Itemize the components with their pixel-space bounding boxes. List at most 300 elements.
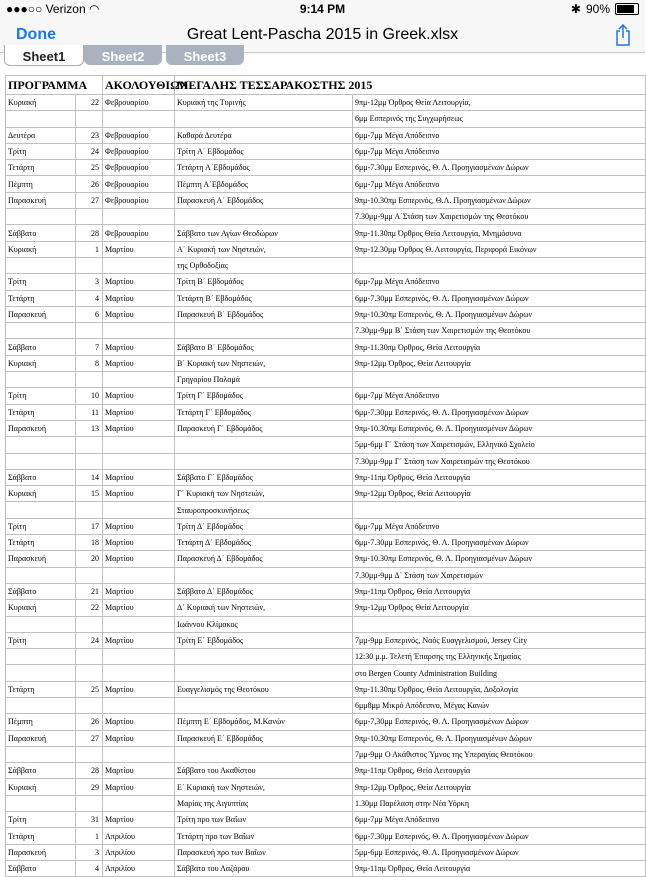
table-cell[interactable]: Σάββατο του Ακαθίστου: [175, 763, 353, 779]
table-cell[interactable]: 7.30μμ-9μμ Α΄Στάση των Χαιρετισμών της Θεοτόκου: [353, 209, 646, 225]
table-cell[interactable]: Τετάρτη Α΄Εβδομάδος: [175, 160, 353, 176]
table-cell[interactable]: Τρίτη Γ΄ Εβδομάδος: [175, 388, 353, 404]
table-cell[interactable]: 25: [76, 681, 103, 697]
table-cell[interactable]: 6μμ8μμ Μικρό Απόδειπνο, Μέγας Κανών: [353, 697, 646, 713]
table-cell[interactable]: Κυριακή: [6, 95, 76, 111]
table-row: [6, 502, 646, 518]
table-cell[interactable]: Μαρτίου: [103, 812, 175, 828]
table-cell[interactable]: 3: [76, 844, 103, 860]
table-cell[interactable]: Τρίτη Α΄ Εβδομάδος: [175, 143, 353, 159]
table-cell[interactable]: [103, 746, 175, 762]
table-cell[interactable]: [103, 453, 175, 469]
table-cell[interactable]: Μαρτίου: [103, 763, 175, 779]
table-row: [6, 95, 646, 111]
done-button[interactable]: Done: [16, 26, 56, 43]
table-cell[interactable]: Κυριακή: [6, 355, 76, 371]
table-row: [6, 583, 646, 599]
table-cell[interactable]: Κυριακή: [6, 779, 76, 795]
table-cell[interactable]: 9πμ-11.30πμ Όρθρος, Θεία Λειτουργία, Δοξολογία: [353, 681, 646, 697]
table-cell[interactable]: Τρίτη Ε΄ Εβδομάδος: [175, 632, 353, 648]
table-row: [6, 812, 646, 828]
table-cell[interactable]: Απριλίου: [103, 828, 175, 844]
table-cell[interactable]: Τρίτη: [6, 812, 76, 828]
table-cell[interactable]: [175, 209, 353, 225]
tab-sheet3[interactable]: Sheet3: [166, 45, 244, 65]
table-cell[interactable]: 9πμ-10.30πμ Εσπερινός, Θ.Λ. Προηγιασμένων Δώρων: [353, 192, 646, 208]
table-cell[interactable]: [76, 372, 103, 388]
table-row: [6, 111, 646, 127]
table-cell[interactable]: Τετάρτη Δ΄ Εβδομάδος: [175, 535, 353, 551]
table-row: [6, 306, 646, 322]
table-cell[interactable]: [175, 697, 353, 713]
table-cell[interactable]: 12:30 μ.μ. Τελετή Έπαρσης της Ελληνικής Σημαίας: [353, 649, 646, 665]
table-row: [6, 372, 646, 388]
table-cell[interactable]: Μαρτίου: [103, 241, 175, 257]
table-cell[interactable]: 6μμ-7μμ Μέγα Απόδειπνο: [353, 127, 646, 143]
table-cell[interactable]: [6, 502, 76, 518]
table-cell[interactable]: Πέμπτη Ε΄ Εβδομάδος, Μ.Κανών: [175, 714, 353, 730]
table-cell[interactable]: [353, 616, 646, 632]
table-cell[interactable]: [353, 257, 646, 273]
table-cell[interactable]: [6, 437, 76, 453]
table-cell[interactable]: Γ΄ Κυριακή των Νηστειών,: [175, 486, 353, 502]
table-cell[interactable]: 9πμ-12μμ Όρθρος Θεία Λειτουργία: [353, 600, 646, 616]
table-cell[interactable]: Σάββατο Β΄ Εβδομάδος: [175, 339, 353, 355]
table-cell[interactable]: 28: [76, 225, 103, 241]
table-cell[interactable]: Μαρτίου: [103, 339, 175, 355]
table-row: [6, 844, 646, 860]
table-cell[interactable]: Παρασκευή Δ΄ Εβδομάδος: [175, 551, 353, 567]
table-row: [6, 127, 646, 143]
table-cell[interactable]: Τετάρτη Γ΄ Εβδομάδος: [175, 404, 353, 420]
table-cell[interactable]: Τετάρτη Β΄ Εβδομάδος: [175, 290, 353, 306]
table-cell[interactable]: 9πμ-12μμ Όρθρος, Θεία Λειτουργία: [353, 486, 646, 502]
table-cell[interactable]: Παρασκευή: [6, 730, 76, 746]
table-cell[interactable]: 11: [76, 404, 103, 420]
table-cell[interactable]: 5μμ-6μμ Γ΄ Στάση των Χαιρετισμών, Ελληνικό Σχολείο: [353, 437, 646, 453]
table-cell[interactable]: 25: [76, 160, 103, 176]
table-cell[interactable]: 27: [76, 730, 103, 746]
table-cell[interactable]: 7.30μμ-9μμ Β΄ Στάση των Χαιρετισμών της Θεοτόκου: [353, 323, 646, 339]
table-cell[interactable]: [175, 437, 353, 453]
table-cell[interactable]: Τετάρτη: [6, 160, 76, 176]
battery-percent: 90%: [585, 2, 610, 16]
table-row: [6, 567, 646, 583]
table-cell[interactable]: 10: [76, 388, 103, 404]
table-cell[interactable]: Τετάρτη: [6, 828, 76, 844]
table-row: [6, 160, 646, 176]
table-cell[interactable]: Ευαγγελισμός της Θεοτόκου: [175, 681, 353, 697]
table-cell[interactable]: Μαρτίου: [103, 518, 175, 534]
table-cell[interactable]: 9πμ-10.30πμ Εσπερινός, Θ. Λ. Προηγιασμένων Δώρων: [353, 551, 646, 567]
table-cell[interactable]: 4: [76, 290, 103, 306]
table-cell[interactable]: 21: [76, 583, 103, 599]
table-row: [6, 551, 646, 567]
table-row: [6, 143, 646, 159]
table-cell[interactable]: Τετάρτη: [6, 535, 76, 551]
table-cell[interactable]: Παρασκευή: [6, 306, 76, 322]
table-cell[interactable]: [6, 697, 76, 713]
share-icon[interactable]: [615, 23, 631, 52]
table-cell[interactable]: Μαρτίου: [103, 404, 175, 420]
table-cell[interactable]: 6μμ-7μμ Μέγα Απόδειπνο: [353, 274, 646, 290]
table-cell[interactable]: Τετάρτη: [6, 681, 76, 697]
table-cell[interactable]: 6μμ-7.30μμ Εσπερινός, Θ. Λ. Προηγιασμένων Δώρων: [353, 404, 646, 420]
table-row: [6, 730, 646, 746]
table-cell[interactable]: [76, 746, 103, 762]
table-cell[interactable]: Μαρτίου: [103, 551, 175, 567]
table-cell[interactable]: 9πμ-11.30πμ Όρθρος Θεία Λειτουργία, Μνημόσυνα: [353, 225, 646, 241]
table-cell[interactable]: Σάββατο των Αγίων Θεοδώρων: [175, 225, 353, 241]
table-cell[interactable]: [6, 795, 76, 811]
table-row: [6, 469, 646, 485]
table-cell[interactable]: Κυριακή της Τυρινής: [175, 95, 353, 111]
table-cell[interactable]: [6, 323, 76, 339]
table-cell[interactable]: Μαρτίου: [103, 600, 175, 616]
table-cell[interactable]: Μαρτίου: [103, 681, 175, 697]
table-cell[interactable]: Ε΄ Κυριακή των Νηστειών,: [175, 779, 353, 795]
table-cell[interactable]: [103, 567, 175, 583]
signal-icon: ●●●○○: [6, 2, 43, 16]
table-row: [6, 290, 646, 306]
table-cell[interactable]: 7.30μμ-9μμ Δ΄ Στάση των Χαιρετισμών: [353, 567, 646, 583]
table-cell[interactable]: [6, 649, 76, 665]
table-cell[interactable]: 6: [76, 306, 103, 322]
table-cell[interactable]: 31: [76, 812, 103, 828]
table-cell[interactable]: Μαρτίου: [103, 535, 175, 551]
table-row: [6, 535, 646, 551]
bluetooth-icon: ✱: [570, 2, 581, 16]
table-cell[interactable]: 6μμ-7.30μμ Εσπερινός, Θ. Λ. Προηγιασμένων Δώρων: [353, 160, 646, 176]
table-cell[interactable]: Παρασκευή: [6, 844, 76, 860]
header-row: [6, 76, 646, 95]
table-cell[interactable]: 15: [76, 486, 103, 502]
table-cell[interactable]: Τετάρτη προ των Βαΐων: [175, 828, 353, 844]
table-row: [6, 437, 646, 453]
table-cell[interactable]: Φεβρουαρίου: [103, 192, 175, 208]
table-cell[interactable]: Τρίτη Δ΄ Εβδομάδος: [175, 518, 353, 534]
table-cell[interactable]: 7: [76, 339, 103, 355]
table-cell[interactable]: 14: [76, 469, 103, 485]
table-cell[interactable]: [6, 746, 76, 762]
table-row: [6, 486, 646, 502]
carrier-name: Verizon: [45, 2, 86, 16]
table-cell[interactable]: Τρίτη: [6, 274, 76, 290]
table-cell[interactable]: Σάββατο: [6, 225, 76, 241]
document-title: Great Lent-Pascha 2015 in Greek.xlsx: [186, 26, 459, 43]
table-cell[interactable]: [175, 567, 353, 583]
table-cell[interactable]: [175, 323, 353, 339]
table-cell[interactable]: [76, 665, 103, 681]
tab-sheet2[interactable]: Sheet2: [84, 45, 162, 65]
table-cell[interactable]: 9πμ-10.30πμ Εσπερινός, Θ. Λ. Προηγιασμένων Δώρων: [353, 306, 646, 322]
table-row: [6, 176, 646, 192]
table-row: [6, 714, 646, 730]
table-cell[interactable]: Γρηγορίου Παλαμά: [175, 372, 353, 388]
table-cell[interactable]: Σάββατο Γ΄ Εβδομάδος: [175, 469, 353, 485]
schedule-table: [5, 75, 646, 877]
table-cell[interactable]: Κυριακή: [6, 600, 76, 616]
table-cell[interactable]: 9πμ-11πμ Όρθρος, Θεία Λειτουργία: [353, 469, 646, 485]
table-cell[interactable]: [76, 567, 103, 583]
table-cell[interactable]: 6μμ-7.30μμ Εσπερινός, Θ. Λ. Προηγιασμένων Δώρων: [353, 828, 646, 844]
table-cell[interactable]: [175, 453, 353, 469]
table-cell[interactable]: Τρίτη Β΄ Εβδομάδος: [175, 274, 353, 290]
table-cell[interactable]: Παρασκευή Γ΄ Εβδομάδος: [175, 420, 353, 436]
table-cell[interactable]: Φεβρουαρίου: [103, 127, 175, 143]
table-cell[interactable]: Σάββατο του Λαζάρου: [175, 860, 353, 876]
table-row: [6, 828, 646, 844]
table-cell[interactable]: 1: [76, 241, 103, 257]
table-cell[interactable]: Πέμπτη Α΄Εβδομάδος: [175, 176, 353, 192]
table-row: [6, 795, 646, 811]
table-cell[interactable]: [103, 257, 175, 273]
table-cell[interactable]: [76, 795, 103, 811]
table-cell[interactable]: Β΄ Κυριακή των Νηστειών,: [175, 355, 353, 371]
table-cell[interactable]: [6, 111, 76, 127]
table-cell[interactable]: Μαρτίου: [103, 469, 175, 485]
table-row: [6, 860, 646, 876]
table-cell[interactable]: Μαρτίου: [103, 714, 175, 730]
table-cell[interactable]: Παρασκευή: [6, 420, 76, 436]
table-cell[interactable]: 7.30μμ-9μμ Γ΄ Στάση των Χαιρετισμών της Θεοτόκου: [353, 453, 646, 469]
table-cell[interactable]: [76, 323, 103, 339]
table-cell[interactable]: 9πμ-11πμ Όρθρος, Θεία Λειτουργία: [353, 763, 646, 779]
table-cell[interactable]: [103, 372, 175, 388]
table-cell[interactable]: [175, 111, 353, 127]
table-cell[interactable]: 3: [76, 274, 103, 290]
table-row: [6, 339, 646, 355]
header-cell: ΠΡΟΓΡΑΜΜΑ: [6, 76, 103, 95]
table-cell[interactable]: Ιωάννου Κλίμακος: [175, 616, 353, 632]
table-cell[interactable]: 17: [76, 518, 103, 534]
table-cell[interactable]: 6μμ-7μμ Μέγα Απόδειπνο: [353, 518, 646, 534]
table-cell[interactable]: [103, 502, 175, 518]
table-cell[interactable]: [103, 437, 175, 453]
table-cell[interactable]: 29: [76, 779, 103, 795]
table-cell[interactable]: Μαρτίου: [103, 779, 175, 795]
table-cell[interactable]: [76, 649, 103, 665]
table-cell[interactable]: [6, 665, 76, 681]
table-cell[interactable]: Φεβρουαρίου: [103, 176, 175, 192]
table-row: [6, 600, 646, 616]
table-cell[interactable]: 6μμ-7μμ Μέγα Απόδειπνο: [353, 388, 646, 404]
table-cell[interactable]: 6μμ-7,30μμ Εσπερινός, Θ. Λ. Προηγιασμένων Δώρων: [353, 714, 646, 730]
status-bar: [0, 0, 645, 18]
table-cell[interactable]: της Ορθοδοξίας: [175, 257, 353, 273]
table-cell[interactable]: Μαρτίου: [103, 632, 175, 648]
table-cell[interactable]: 6μμ-7.30μμ Εσπερινός, Θ. Λ. Προηγιασμένων Δώρων: [353, 535, 646, 551]
table-row: [6, 697, 646, 713]
table-row: [6, 779, 646, 795]
table-cell[interactable]: 22: [76, 600, 103, 616]
table-cell[interactable]: Τρίτη: [6, 388, 76, 404]
header-cell: ΑΚΟΛΟΥΘΙΩΝ: [103, 76, 175, 95]
table-cell[interactable]: [76, 111, 103, 127]
table-cell[interactable]: 1.30μμ Παρέλαση στην Νέα Υόρκη: [353, 795, 646, 811]
table-cell[interactable]: Φεβρουαρίου: [103, 143, 175, 159]
table-cell[interactable]: 28: [76, 763, 103, 779]
table-cell[interactable]: Φεβρουαρίου: [103, 95, 175, 111]
table-cell[interactable]: Τρίτη: [6, 143, 76, 159]
table-row: [6, 518, 646, 534]
status-right: [571, 2, 639, 16]
table-cell[interactable]: Μαρίας της Αιγυπτίας: [175, 795, 353, 811]
table-cell[interactable]: Μαρτίου: [103, 290, 175, 306]
table-cell[interactable]: [76, 453, 103, 469]
table-cell[interactable]: Τρίτη: [6, 518, 76, 534]
table-cell[interactable]: [6, 209, 76, 225]
table-cell[interactable]: [103, 649, 175, 665]
table-cell[interactable]: [76, 257, 103, 273]
table-cell[interactable]: 6μμ Εσπερινός της Συγχωρήσεως: [353, 111, 646, 127]
table-row: [6, 241, 646, 257]
table-cell[interactable]: Σάββατο Δ΄ Εβδομάδος: [175, 583, 353, 599]
table-cell[interactable]: 24: [76, 632, 103, 648]
table-cell[interactable]: 9πμ-12μμ Όρθρος Θεία Λειτουργία,: [353, 95, 646, 111]
table-cell[interactable]: Τετάρτη: [6, 290, 76, 306]
table-cell[interactable]: [103, 665, 175, 681]
table-cell[interactable]: 7μμ-9μμ Εσπερινός, Ναός Ευαγγελισμού, Jersey City: [353, 632, 646, 648]
table-cell[interactable]: Απριλίου: [103, 860, 175, 876]
table-cell[interactable]: Μαρτίου: [103, 274, 175, 290]
table-cell[interactable]: Μαρτίου: [103, 583, 175, 599]
table-cell[interactable]: [103, 323, 175, 339]
table-cell[interactable]: Σάββατο: [6, 860, 76, 876]
table-cell[interactable]: Σάββατο: [6, 339, 76, 355]
table-cell[interactable]: [103, 616, 175, 632]
table-cell[interactable]: Φεβρουαρίου: [103, 225, 175, 241]
table-cell[interactable]: Πέμπτη: [6, 714, 76, 730]
table-cell[interactable]: [175, 649, 353, 665]
table-cell[interactable]: Καθαρά Δευτέρα: [175, 127, 353, 143]
table-cell[interactable]: Παρασκευή Ε΄ Εβδομάδος: [175, 730, 353, 746]
table-row: [6, 453, 646, 469]
table-cell[interactable]: 9πμ-12.30μμ Όρθρος Θ. Λειτουργία, Περιφορά Εικόνων: [353, 241, 646, 257]
table-cell[interactable]: 18: [76, 535, 103, 551]
table-cell[interactable]: [175, 665, 353, 681]
table-cell[interactable]: 4: [76, 860, 103, 876]
table-cell[interactable]: Απριλίου: [103, 844, 175, 860]
table-cell[interactable]: Παρασκευή: [6, 551, 76, 567]
table-cell[interactable]: 7μμ-9μμ Ο Ακάθιστος Ύμνος της Υπεραγίας Θεοτόκου: [353, 746, 646, 762]
table-cell[interactable]: Μαρτίου: [103, 355, 175, 371]
table-row: [6, 323, 646, 339]
table-cell[interactable]: [76, 209, 103, 225]
table-cell[interactable]: [103, 795, 175, 811]
table-row: [6, 763, 646, 779]
table-cell[interactable]: 9πμ-10.30πμ Εσπερινός, Θ. Λ. Προηγιασμένων Δώρων: [353, 420, 646, 436]
header-cell: ΜΕΓΑΛΗΣ ΤΕΣΣΑΡΑΚΟΣΤΗΣ 2015: [175, 76, 646, 95]
table-cell[interactable]: 24: [76, 143, 103, 159]
table-cell[interactable]: [76, 697, 103, 713]
table-cell[interactable]: Παρασκευή: [6, 192, 76, 208]
table-cell[interactable]: Τετάρτη: [6, 404, 76, 420]
table-cell[interactable]: στο Bergen County Administration Building: [353, 665, 646, 681]
table-cell[interactable]: 6μμ-7μμ Μέγα Απόδειπνο: [353, 812, 646, 828]
table-row: [6, 665, 646, 681]
table-cell[interactable]: [175, 746, 353, 762]
table-row: [6, 632, 646, 648]
table-cell[interactable]: 9πμ-11πμ Όρθρος, Θεία Λειτουργία: [353, 860, 646, 876]
table-row: [6, 616, 646, 632]
table-cell[interactable]: Σάββατο: [6, 469, 76, 485]
table-cell[interactable]: 13: [76, 420, 103, 436]
sheet-tabs: [0, 49, 645, 73]
table-cell[interactable]: 1: [76, 828, 103, 844]
table-cell[interactable]: 26: [76, 714, 103, 730]
table-cell[interactable]: 9πμ-11πμ Όρθρος, Θεία Λειτουργία: [353, 583, 646, 599]
table-cell[interactable]: [103, 697, 175, 713]
table-cell[interactable]: Τρίτη προ των Βαΐων: [175, 812, 353, 828]
table-cell[interactable]: 9πμ-12μμ Όρθρος, Θεία Λειτουργία: [353, 355, 646, 371]
table-cell[interactable]: 20: [76, 551, 103, 567]
table-cell[interactable]: 9πμ-11.30πμ Όρθρος, Θεία Λειτουργία: [353, 339, 646, 355]
table-cell[interactable]: Μαρτίου: [103, 306, 175, 322]
table-cell[interactable]: Μαρτίου: [103, 730, 175, 746]
table-row: [6, 209, 646, 225]
table-cell[interactable]: 9πμ-12μμ Όρθρος, Θεία Λειτουργία: [353, 779, 646, 795]
table-cell[interactable]: [353, 372, 646, 388]
battery-icon: [615, 3, 639, 15]
table-cell[interactable]: Σάββατο: [6, 763, 76, 779]
table-cell[interactable]: [76, 616, 103, 632]
clock: 9:14 PM: [299, 2, 346, 16]
table-cell[interactable]: [103, 111, 175, 127]
table-cell[interactable]: [76, 502, 103, 518]
table-cell[interactable]: [6, 257, 76, 273]
table-cell[interactable]: [103, 209, 175, 225]
table-cell[interactable]: Α΄ Κυριακή των Νηστειών,: [175, 241, 353, 257]
table-cell[interactable]: 6μμ-7μμ Μέγα Απόδειπνο: [353, 176, 646, 192]
table-cell[interactable]: Κυριακή: [6, 241, 76, 257]
table-cell[interactable]: [6, 372, 76, 388]
table-cell[interactable]: [6, 567, 76, 583]
table-cell[interactable]: Σταυροπροσκυνήσεως: [175, 502, 353, 518]
table-cell[interactable]: Δ΄ Κυριακή των Νηστειών,: [175, 600, 353, 616]
table-cell[interactable]: Σάββατο: [6, 583, 76, 599]
spreadsheet-grid[interactable]: [5, 75, 645, 874]
table-cell[interactable]: [6, 453, 76, 469]
table-cell[interactable]: Μαρτίου: [103, 486, 175, 502]
table-cell[interactable]: 5μμ-6μμ Εσπερινός, Θ. Λ. Προηγιασμένων Δώρων: [353, 844, 646, 860]
table-cell[interactable]: Πέμπτη: [6, 176, 76, 192]
table-cell[interactable]: Παρασκευή Α΄ Εβδομάδος: [175, 192, 353, 208]
table-cell[interactable]: Παρασκευή Β΄ Εβδομάδος: [175, 306, 353, 322]
table-cell[interactable]: 6μμ-7μμ Μέγα Απόδειπνο: [353, 143, 646, 159]
table-cell[interactable]: [6, 616, 76, 632]
table-cell[interactable]: Μαρτίου: [103, 420, 175, 436]
table-cell[interactable]: 9πμ-10.30πμ Εσπερινός, Θ. Λ. Προηγιασμένων Δώρων: [353, 730, 646, 746]
table-cell[interactable]: [353, 502, 646, 518]
table-cell[interactable]: Φεβρουαρίου: [103, 160, 175, 176]
table-cell[interactable]: 22: [76, 95, 103, 111]
table-cell[interactable]: 26: [76, 176, 103, 192]
table-row: [6, 225, 646, 241]
table-cell[interactable]: Μαρτίου: [103, 388, 175, 404]
table-cell[interactable]: Παρασκευή προ των Βαΐων: [175, 844, 353, 860]
table-cell[interactable]: Τρίτη: [6, 632, 76, 648]
table-cell[interactable]: 8: [76, 355, 103, 371]
table-cell[interactable]: Δευτέρα: [6, 127, 76, 143]
table-cell[interactable]: 27: [76, 192, 103, 208]
table-cell[interactable]: Κυριακή: [6, 486, 76, 502]
table-cell[interactable]: 23: [76, 127, 103, 143]
table-row: [6, 274, 646, 290]
tab-sheet1[interactable]: Sheet1: [4, 45, 84, 66]
table-cell[interactable]: 6μμ-7.30μμ Εσπερινός, Θ. Λ. Προηγιασμένων Δώρων: [353, 290, 646, 306]
table-cell[interactable]: [76, 437, 103, 453]
